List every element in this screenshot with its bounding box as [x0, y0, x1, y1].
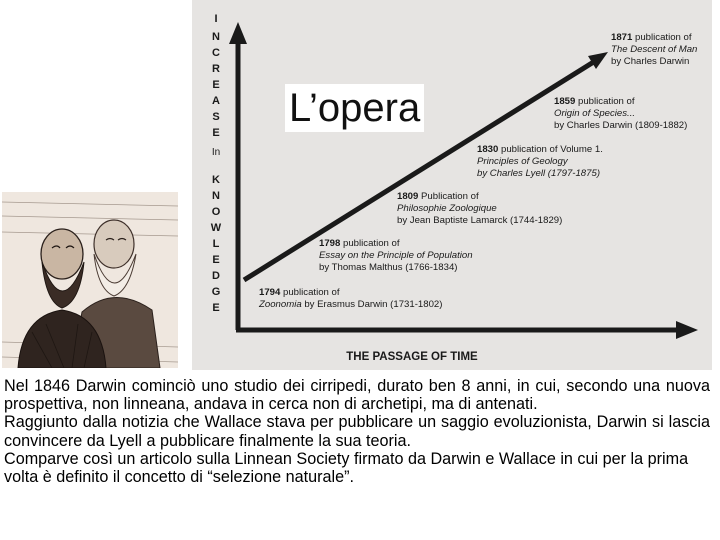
y-axis-letter: A — [212, 95, 220, 107]
y-axis-letter: S — [212, 111, 220, 123]
milestone-1830 — [477, 144, 603, 179]
milestone-1859 — [554, 96, 687, 131]
y-axis-letter: W — [210, 222, 222, 234]
milestone-line: by Charles Darwin (1809-1882) — [554, 120, 688, 131]
x-axis-label: THE PASSAGE OF TIME — [346, 351, 478, 363]
y-axis-letter: K — [212, 174, 220, 186]
y-axis-letter: N — [212, 190, 220, 202]
milestone-line: 1798 publication of — [319, 238, 400, 249]
milestone-year: 1871 — [611, 32, 633, 43]
timeline-chart — [192, 0, 712, 370]
y-axis-letter: N — [212, 31, 220, 43]
milestone-line: by Jean Baptiste Lamarck (1744-1829) — [397, 215, 563, 226]
milestone-line: 1809 Publication of — [397, 191, 479, 202]
milestone-line: Zoonomia by Erasmus Darwin (1731-1802) — [259, 299, 443, 310]
y-axis-letter: E — [212, 302, 220, 314]
milestone-line: 1871 publication of — [611, 32, 692, 43]
y-axis-label — [211, 13, 222, 314]
milestone-line: Philosophie Zoologique — [397, 203, 497, 214]
knowledge-timeline-diagram — [192, 0, 712, 370]
milestone-1871 — [611, 32, 697, 67]
milestone-1798 — [319, 238, 473, 273]
x-axis-arrowhead — [676, 321, 698, 339]
milestone-1809 — [397, 191, 562, 226]
milestone-line: Origin of Species... — [554, 108, 636, 119]
caption-paragraph-2: Raggiunto dalla notizia che Wallace stava per pubblicare un saggio evoluzionista, Darwin si lascia convincere da Lyell a pubblicare finalmente la sua teoria. — [4, 413, 710, 450]
y-axis-arrowhead — [229, 22, 247, 44]
y-axis-letter: In — [211, 147, 221, 158]
caption-text — [4, 377, 710, 486]
milestone-line: by Thomas Malthus (1766-1834) — [319, 262, 458, 273]
y-axis-letter: L — [212, 238, 220, 250]
y-axis-letter: I — [214, 13, 218, 25]
y-axis-letter: E — [212, 127, 220, 139]
milestone-year: 1859 — [554, 96, 576, 107]
page-title: L’opera — [285, 84, 424, 132]
milestone-line: 1859 publication of — [554, 96, 635, 107]
milestone-line: Essay on the Principle of Population — [319, 250, 473, 261]
milestone-line: The Descent of Man — [611, 44, 698, 55]
milestone-1794 — [258, 287, 442, 310]
caption-paragraph-3: Comparve così un articolo sulla Linnean Society firmato da Darwin e Wallace in cui per la prima volta è definito il concetto di “selezione naturale”. — [4, 449, 689, 487]
milestone-year: 1794 — [259, 287, 281, 298]
milestone-line: 1830 publication of Volume 1. — [477, 144, 603, 155]
y-axis-letter: O — [211, 206, 221, 218]
milestone-line: Principles of Geology — [477, 156, 568, 167]
y-axis-letter: E — [212, 254, 220, 266]
y-axis-letter: C — [212, 47, 220, 59]
milestone-line: 1794 publication of — [259, 287, 340, 298]
milestone-year: 1830 — [477, 144, 499, 155]
darwin-wallace-portrait — [2, 192, 178, 368]
portrait-drawing — [2, 192, 178, 368]
milestone-line: by Charles Darwin — [611, 56, 690, 67]
milestone-year: 1798 — [319, 238, 341, 249]
caption-paragraph-1: Nel 1846 Darwin cominciò uno studio dei cirripedi, durato ben 8 anni, in cui, secondo una nuova prospettiva, non linneana, andava in cerca non di archetipi, ma di antenati. — [4, 377, 710, 414]
y-axis-letter: E — [212, 79, 220, 91]
y-axis-letter: R — [212, 63, 220, 75]
milestones — [258, 32, 697, 310]
y-axis-letter: D — [212, 270, 220, 282]
y-axis-letter: G — [211, 286, 221, 298]
milestone-year: 1809 — [397, 191, 419, 202]
milestone-line: by Charles Lyell (1797-1875) — [477, 168, 601, 179]
